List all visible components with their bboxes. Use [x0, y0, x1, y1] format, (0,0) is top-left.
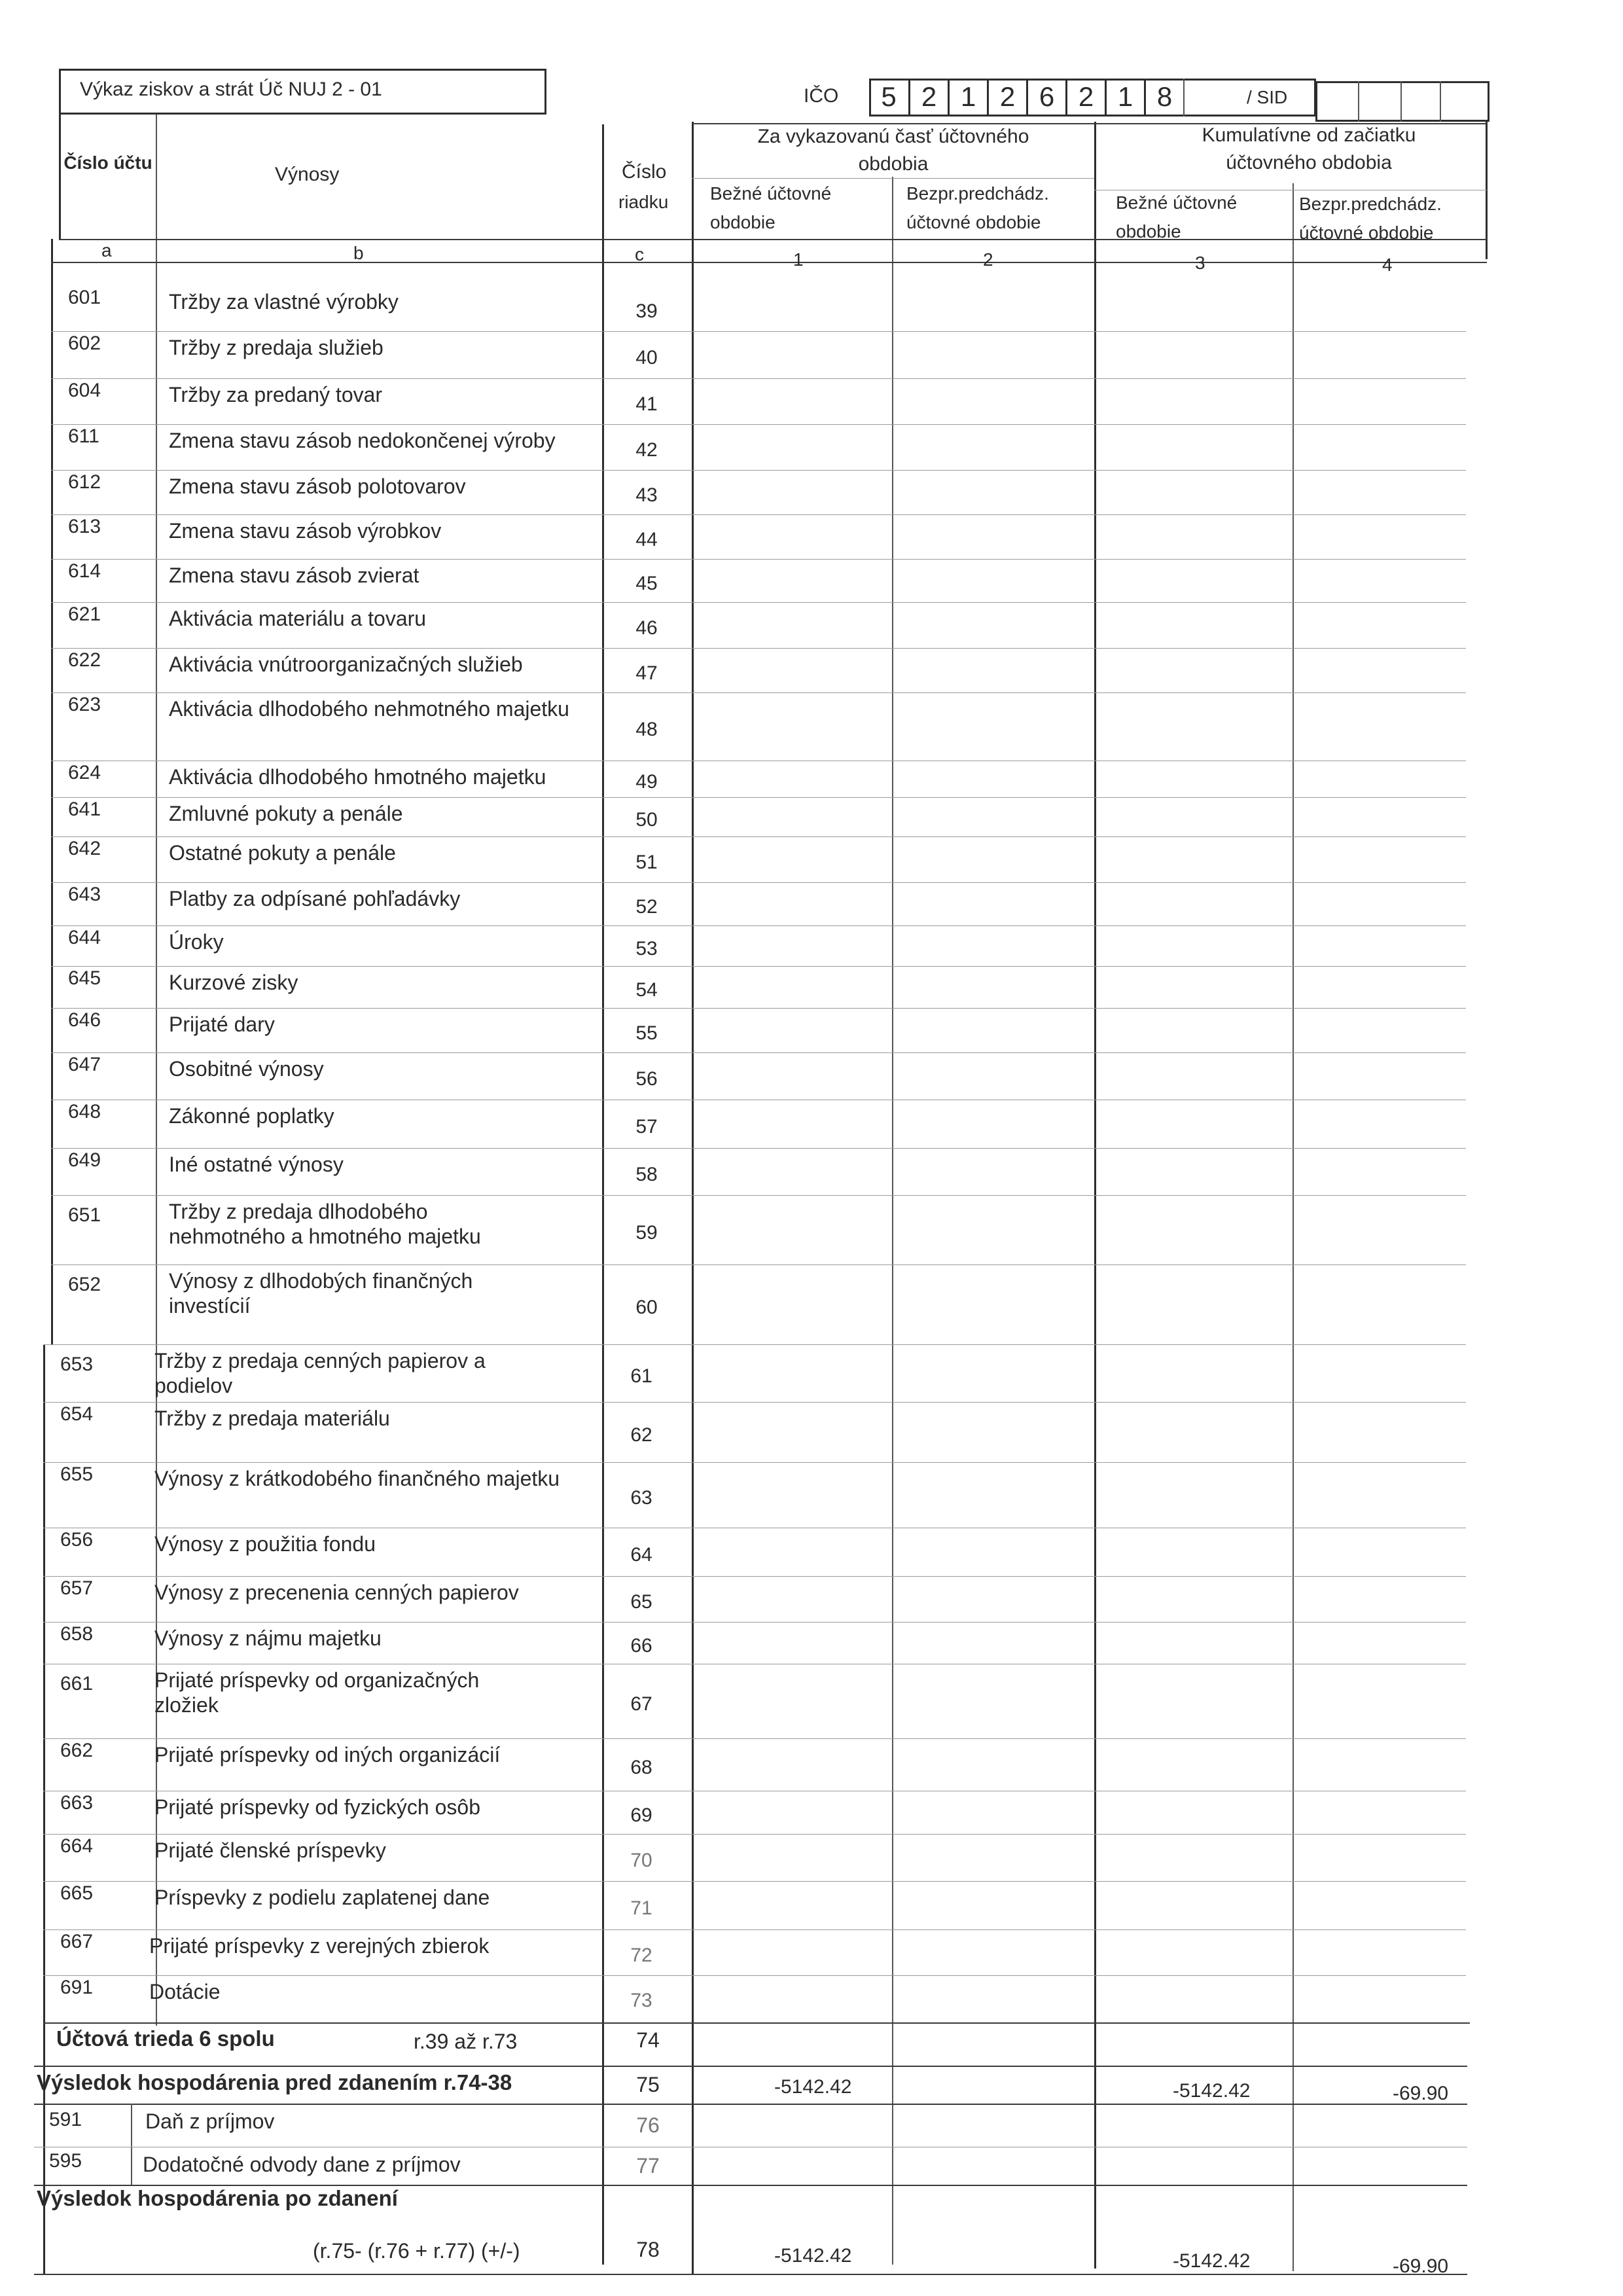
row-separator — [51, 331, 1466, 332]
header-current-period-1: Bežné účtovné obdobie — [710, 183, 832, 232]
form-title: Výkaz ziskov a strát Úč NUJ 2 - 01 — [80, 79, 382, 100]
row-number: 48 — [635, 719, 658, 740]
row-number: 71 — [630, 1897, 652, 1919]
col-divider-a-b — [156, 115, 157, 2026]
account-number: 654 — [60, 1403, 94, 1425]
aftertax-col3: -5142.42 — [1173, 2250, 1251, 2272]
account-number: 648 — [68, 1101, 101, 1122]
row-separator — [51, 882, 1466, 883]
account-number: 658 — [60, 1623, 94, 1645]
row-separator — [51, 1195, 1466, 1196]
row-separator — [43, 1576, 1466, 1577]
account-number: 622 — [68, 649, 101, 671]
revenue-label: Prijaté príspevky od iných organizácií — [154, 1743, 501, 1767]
account-number: 649 — [68, 1149, 101, 1171]
revenue-label: Tržby z predaja cenných papierov a podielov — [154, 1349, 486, 1397]
account-number: 642 — [68, 838, 101, 859]
account-number: 645 — [68, 967, 101, 989]
row-number: 45 — [635, 573, 658, 594]
header-cumulative-group: Kumulatívne od začiatku účtovného obdobia — [1202, 124, 1416, 173]
revenue-label: Výnosy z krátkodobého finančného majetku — [154, 1467, 560, 1490]
account-number: 655 — [60, 1463, 94, 1485]
row-number: 63 — [630, 1487, 652, 1509]
header-col-c: c — [635, 244, 644, 264]
row-number: 67 — [630, 1693, 652, 1715]
account-number: 614 — [68, 560, 101, 582]
row-separator — [43, 1834, 1466, 1835]
account-number: 665 — [60, 1882, 94, 1904]
row-number: 59 — [635, 1222, 658, 1244]
row-separator — [51, 1052, 1466, 1053]
row-separator — [51, 514, 1466, 515]
header-previous-period-2: Bezpr.predchádz. účtovné obdobie — [906, 183, 1049, 232]
account-number: 664 — [60, 1835, 94, 1857]
row-number: 72 — [630, 1945, 652, 1966]
row-separator — [51, 378, 1466, 379]
summary-top-line — [43, 2022, 1470, 2024]
row-separator — [43, 1929, 1466, 1930]
revenue-label: Zmluvné pokuty a penále — [169, 802, 403, 825]
header-letter-line — [51, 262, 1487, 263]
revenue-label: Prijaté členské príspevky — [154, 1839, 386, 1862]
aftertax-col1: -5142.42 — [774, 2245, 852, 2267]
row-number: 58 — [635, 1164, 658, 1185]
ico-digit: 2 — [1065, 79, 1105, 115]
table-left-border — [43, 1345, 45, 2274]
revenue-label: Aktivácia vnútroorganizačných služieb — [169, 653, 523, 676]
row-separator — [43, 1344, 1466, 1345]
sid-box — [1315, 81, 1489, 122]
row-separator — [43, 1402, 1466, 1403]
account-number: 643 — [68, 884, 101, 905]
row-separator — [51, 470, 1466, 471]
account-number: 657 — [60, 1577, 94, 1599]
row-number: 66 — [630, 1635, 652, 1657]
row-number: 39 — [635, 300, 658, 322]
col-divider-3-4 — [1293, 183, 1294, 2271]
row-separator — [51, 925, 1466, 926]
tax-label: Daň z príjmov — [145, 2109, 275, 2133]
header-col-3: 3 — [1195, 253, 1205, 273]
row-separator — [51, 559, 1466, 560]
revenue-label: Aktivácia dlhodobého hmotného majetku — [169, 765, 546, 789]
revenue-label: Prijaté dary — [169, 1013, 275, 1036]
row-number: 53 — [635, 938, 658, 960]
account-number: 602 — [68, 332, 101, 354]
revenue-label: Prijaté príspevky od organizačných zložiek — [154, 1668, 480, 1717]
revenue-label: Výnosy z nájmu majetku — [154, 1626, 382, 1650]
ico-digit: 8 — [1144, 79, 1183, 115]
header-bottom-line — [59, 239, 1487, 240]
col-divider-1-2 — [892, 177, 893, 2265]
revenue-label: Zmena stavu zásob zvierat — [169, 564, 419, 587]
account-number: 661 — [60, 1673, 94, 1695]
row-separator — [51, 424, 1466, 425]
revenue-label: Výnosy z precenenia cenných papierov — [154, 1581, 519, 1604]
row-separator — [43, 1622, 1466, 1623]
header-col-2: 2 — [983, 249, 993, 270]
col-divider-b-c — [602, 124, 604, 2265]
col-divider-c-1 — [692, 122, 694, 2275]
aftertax-label: Výsledok hospodárenia po zdanení — [37, 2186, 398, 2210]
ico-digit: 1 — [1105, 79, 1144, 115]
row-separator — [51, 1148, 1466, 1149]
header-revenues: Výnosy — [275, 164, 340, 185]
row-number: 69 — [630, 1804, 652, 1826]
revenue-label: Osobitné výnosy — [169, 1057, 324, 1081]
revenue-label: Tržby za predaný tovar — [169, 383, 383, 406]
header-subline — [692, 178, 1094, 179]
row-number: 43 — [635, 484, 658, 506]
row-separator — [43, 1738, 1466, 1739]
header-account-no: Číslo účtu — [63, 152, 152, 173]
row-number: 68 — [630, 1757, 652, 1778]
revenue-label: Ostatné pokuty a penále — [169, 841, 396, 865]
aftertax-col4: -69.90 — [1393, 2255, 1449, 2277]
revenue-label: Aktivácia dlhodobého nehmotného majetku — [169, 697, 569, 721]
row-number: 57 — [635, 1116, 658, 1138]
table-bottom-line — [34, 2274, 1467, 2275]
account-number: 604 — [68, 380, 101, 401]
tax-acc: 591 — [49, 2109, 82, 2130]
account-number: 613 — [68, 516, 101, 537]
account-number: 601 — [68, 287, 101, 308]
ico-digit: 6 — [1026, 79, 1065, 115]
sid-divider — [1440, 81, 1441, 122]
tax-top-line — [34, 2104, 1467, 2105]
revenue-label: Zmena stavu zásob výrobkov — [169, 519, 442, 543]
account-number: 612 — [68, 471, 101, 493]
class6-row-no: 74 — [636, 2028, 660, 2052]
aftertax-row-no: 78 — [636, 2238, 660, 2261]
revenue-label: Tržby z predaja materiálu — [154, 1407, 390, 1430]
table-left-border — [51, 239, 53, 1345]
revenue-label: Platby za odpísané pohľadávky — [169, 887, 461, 910]
account-number: 691 — [60, 1977, 94, 1998]
row-number: 44 — [635, 529, 658, 550]
ico-digit: 2 — [908, 79, 948, 115]
revenue-label: Tržby za vlastné výrobky — [169, 290, 399, 314]
revenue-label: Kurzové zisky — [169, 971, 298, 994]
revenue-label: Iné ostatné výnosy — [169, 1153, 344, 1176]
class6-label: Účtová trieda 6 spolu — [56, 2026, 275, 2051]
row-separator — [43, 1462, 1466, 1463]
extra-acc: 595 — [49, 2150, 82, 2172]
ico-digit: 1 — [948, 79, 987, 115]
account-number: 656 — [60, 1529, 94, 1551]
account-number: 646 — [68, 1009, 101, 1031]
row-number: 52 — [635, 896, 658, 918]
revenue-label: Tržby z predaja služieb — [169, 336, 383, 359]
row-separator — [51, 602, 1466, 603]
sid-divider — [1400, 81, 1402, 122]
account-number: 641 — [68, 798, 101, 820]
row-separator — [51, 692, 1466, 693]
account-number: 662 — [60, 1740, 94, 1761]
account-number: 653 — [60, 1354, 94, 1375]
row-number: 50 — [635, 809, 658, 831]
revenue-label: Dotácie — [149, 1980, 221, 2003]
row-number: 54 — [635, 979, 658, 1001]
revenue-label: Tržby z predaja dlhodobého nehmotného a hmotného majetku — [169, 1200, 481, 1248]
extra-row-no: 77 — [636, 2154, 660, 2178]
header-row-no-1: Číslo — [622, 161, 667, 183]
account-number: 624 — [68, 762, 101, 783]
extra-label: Dodatočné odvody dane z príjmov — [143, 2153, 461, 2176]
header-period-group: Za vykazovanú časť účtovného obdobia — [757, 126, 1029, 175]
revenue-label: Zákonné poplatky — [169, 1104, 334, 1128]
revenue-label: Výnosy z použitia fondu — [154, 1532, 376, 1556]
row-number: 61 — [630, 1365, 652, 1387]
header-col-a: a — [101, 240, 112, 260]
row-separator — [51, 1008, 1466, 1009]
row-separator — [51, 836, 1466, 837]
account-number: 644 — [68, 927, 101, 948]
header-col-1: 1 — [793, 249, 804, 270]
row-number: 70 — [630, 1850, 652, 1871]
header-col-b: b — [353, 243, 364, 263]
row-separator — [43, 1975, 1466, 1976]
sid-divider — [1358, 81, 1359, 122]
header-previous-period-4: Bezpr.predchádz. účtovné obdobie — [1299, 194, 1442, 243]
pretax-col3: -5142.42 — [1173, 2080, 1251, 2102]
account-number: 623 — [68, 694, 101, 715]
ico-digit: 5 — [881, 81, 897, 112]
ico-digit: 2 — [987, 79, 1026, 115]
account-number: 652 — [68, 1274, 101, 1295]
row-number: 41 — [635, 393, 658, 415]
revenue-label: Úroky — [169, 930, 224, 954]
row-number: 51 — [635, 852, 658, 873]
header-col-4: 4 — [1382, 255, 1393, 275]
ico-digit-divider — [1183, 79, 1185, 117]
revenue-label: Aktivácia materiálu a tovaru — [169, 607, 427, 630]
pretax-row-no: 75 — [636, 2073, 660, 2096]
row-number: 62 — [630, 1424, 652, 1446]
tax-row-no: 76 — [636, 2113, 660, 2137]
row-separator — [51, 966, 1466, 967]
row-number: 55 — [635, 1022, 658, 1044]
revenue-label: Zmena stavu zásob polotovarov — [169, 475, 466, 498]
pretax-col4: -69.90 — [1393, 2083, 1449, 2104]
account-number: 663 — [60, 1792, 94, 1814]
revenue-label: Príspevky z podielu zaplatenej dane — [154, 1886, 490, 1909]
row-number: 42 — [635, 439, 658, 461]
row-number: 60 — [635, 1297, 658, 1318]
account-number: 651 — [68, 1204, 101, 1226]
sid-label: / SID — [1247, 87, 1288, 107]
revenue-label: Prijaté príspevky z verejných zbierok — [149, 1934, 490, 1958]
row-separator — [51, 797, 1466, 798]
revenue-label: Výnosy z dlhodobých finančných investícií — [169, 1269, 473, 1318]
class6-range: r.39 až r.73 — [414, 2030, 518, 2053]
aftertax-formula: (r.75- (r.76 + r.77) (+/-) — [313, 2239, 520, 2263]
account-number: 621 — [68, 603, 101, 625]
row-number: 46 — [635, 617, 658, 639]
revenue-label: Zmena stavu zásob nedokončenej výroby — [169, 429, 556, 452]
ico-label: IČO — [804, 85, 839, 107]
row-number: 49 — [635, 771, 658, 793]
header-current-period-3: Bežné účtovné obdobie — [1116, 192, 1238, 242]
row-number: 40 — [635, 347, 658, 368]
row-number: 47 — [635, 662, 658, 684]
revenue-label: Prijaté príspevky od fyzických osôb — [154, 1795, 480, 1819]
account-number: 647 — [68, 1054, 101, 1075]
pretax-label: Výsledok hospodárenia pred zdanením r.74-38 — [37, 2070, 512, 2094]
row-separator — [51, 648, 1466, 649]
row-number: 65 — [630, 1591, 652, 1613]
account-number: 667 — [60, 1931, 94, 1952]
row-number: 56 — [635, 1068, 658, 1090]
row-separator — [43, 1881, 1466, 1882]
tax-acc-divider — [131, 2104, 132, 2185]
row-number: 64 — [630, 1544, 652, 1566]
pretax-top-line — [34, 2066, 1467, 2067]
account-number: 611 — [68, 425, 99, 447]
pretax-col1: -5142.42 — [774, 2076, 852, 2098]
table-left-border — [59, 115, 61, 239]
row-number: 73 — [630, 1990, 652, 2011]
header-row-no-2: riadku — [618, 192, 669, 212]
